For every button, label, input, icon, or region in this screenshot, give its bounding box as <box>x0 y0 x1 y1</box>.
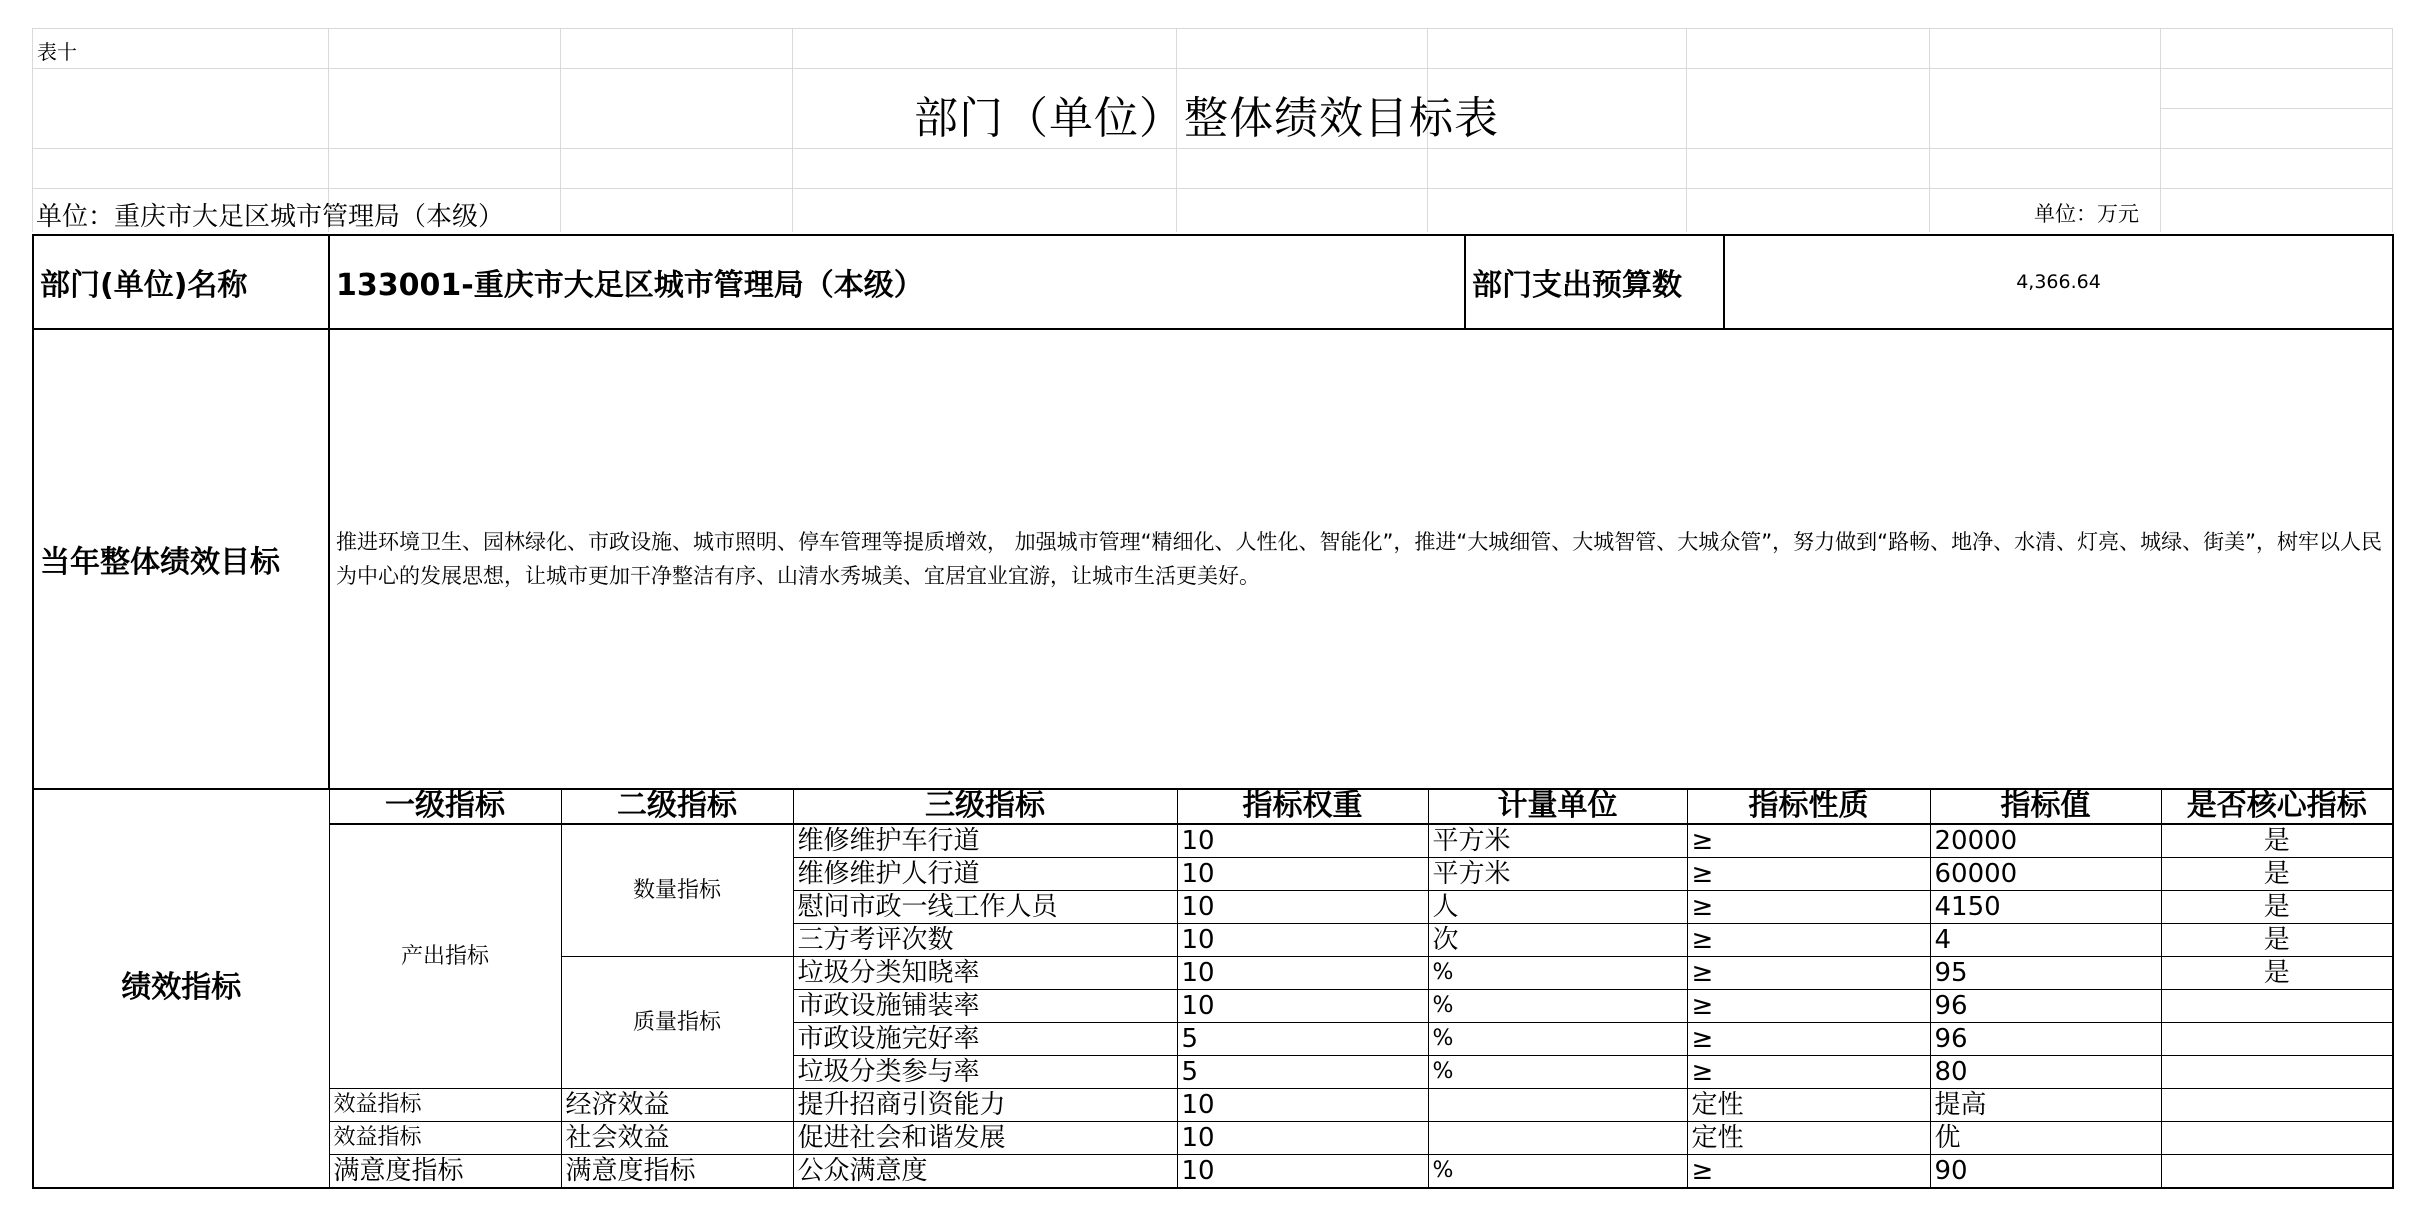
group-quality: 质量指标 <box>561 957 793 1089</box>
cell-l3: 提升招商引资能力 <box>793 1089 1177 1122</box>
goal-label: 当年整体绩效目标 <box>33 329 329 789</box>
cell-value: 优 <box>1930 1122 2161 1155</box>
cell-l3: 市政设施完好率 <box>793 1023 1177 1056</box>
cell-l3: 市政设施铺装率 <box>793 990 1177 1023</box>
cell-value: 80 <box>1930 1056 2161 1089</box>
cell-unit: % <box>1428 990 1687 1023</box>
cell-core <box>2161 1089 2393 1122</box>
cell-l3: 三方考评次数 <box>793 924 1177 957</box>
cell-l2: 经济效益 <box>561 1089 793 1122</box>
cell-weight: 10 <box>1177 1089 1428 1122</box>
col-header-value: 指标值 <box>1930 789 2161 825</box>
page-title: 部门（单位）整体绩效目标表 <box>914 93 1499 144</box>
cell-l1: 效益指标 <box>329 1089 561 1122</box>
cell-value: 提高 <box>1930 1089 2161 1122</box>
col-header-l3: 三级指标 <box>793 789 1177 825</box>
cell-nature: ≥ <box>1687 957 1930 990</box>
dept-name-label: 部门(单位)名称 <box>33 235 329 329</box>
table-row <box>33 1155 2393 1189</box>
group-quantity: 数量指标 <box>561 824 793 957</box>
cell-value: 96 <box>1930 1023 2161 1056</box>
sheet-tag: 表十 <box>37 40 77 64</box>
col-header-weight: 指标权重 <box>1177 789 1428 825</box>
cell-unit: % <box>1428 1023 1687 1056</box>
cell-nature: ≥ <box>1687 1056 1930 1089</box>
cell-l3: 维修维护人行道 <box>793 858 1177 891</box>
cell-l2: 社会效益 <box>561 1122 793 1155</box>
cell-value: 60000 <box>1930 858 2161 891</box>
header-table <box>32 234 2394 790</box>
performance-indicator-label: 绩效指标 <box>33 789 329 1189</box>
cell-core: 是 <box>2161 891 2393 924</box>
table-row <box>33 1122 2393 1155</box>
cell-weight: 10 <box>1177 858 1428 891</box>
cell-unit <box>1428 1089 1687 1122</box>
cell-weight: 10 <box>1177 824 1428 858</box>
cell-weight: 10 <box>1177 924 1428 957</box>
cell-nature: ≥ <box>1687 990 1930 1023</box>
cell-l1: 满意度指标 <box>329 1155 561 1189</box>
dept-name-value: 133001-重庆市大足区城市管理局（本级） <box>329 235 1465 329</box>
cell-weight: 10 <box>1177 1155 1428 1189</box>
cell-unit: 平方米 <box>1428 858 1687 891</box>
cell-core <box>2161 1155 2393 1189</box>
cell-unit: 人 <box>1428 891 1687 924</box>
cell-core <box>2161 1122 2393 1155</box>
cell-weight: 5 <box>1177 1023 1428 1056</box>
cell-nature: ≥ <box>1687 891 1930 924</box>
col-header-core: 是否核心指标 <box>2161 789 2393 825</box>
cell-weight: 10 <box>1177 990 1428 1023</box>
cell-core: 是 <box>2161 824 2393 858</box>
col-header-l2: 二级指标 <box>561 789 793 825</box>
budget-label: 部门支出预算数 <box>1465 235 1724 329</box>
cell-nature: 定性 <box>1687 1122 1930 1155</box>
cell-nature: ≥ <box>1687 1155 1930 1189</box>
cell-core <box>2161 990 2393 1023</box>
cell-l3: 慰问市政一线工作人员 <box>793 891 1177 924</box>
cell-weight: 5 <box>1177 1056 1428 1089</box>
table-row <box>33 1089 2393 1122</box>
cell-l3: 垃圾分类知晓率 <box>793 957 1177 990</box>
cell-weight: 10 <box>1177 957 1428 990</box>
cell-value: 20000 <box>1930 824 2161 858</box>
cell-l2: 满意度指标 <box>561 1155 793 1189</box>
cell-core: 是 <box>2161 957 2393 990</box>
group-output: 产出指标 <box>329 824 561 1089</box>
cell-l3: 促进社会和谐发展 <box>793 1122 1177 1155</box>
unit-label: 单位：重庆市大足区城市管理局（本级） <box>36 202 505 232</box>
cell-core <box>2161 1023 2393 1056</box>
table-row <box>33 824 2393 858</box>
cell-nature: ≥ <box>1687 924 1930 957</box>
indicator-header-row <box>33 789 2393 825</box>
cell-unit <box>1428 1122 1687 1155</box>
cell-nature: ≥ <box>1687 1023 1930 1056</box>
indicator-table <box>32 788 2394 1189</box>
col-header-l1: 一级指标 <box>329 789 561 825</box>
cell-unit: % <box>1428 1056 1687 1089</box>
cell-weight: 10 <box>1177 1122 1428 1155</box>
cell-value: 96 <box>1930 990 2161 1023</box>
cell-value: 90 <box>1930 1155 2161 1189</box>
money-unit-label: 单位：万元 <box>2034 202 2139 226</box>
cell-l3: 公众满意度 <box>793 1155 1177 1189</box>
cell-value: 4 <box>1930 924 2161 957</box>
cell-core <box>2161 1056 2393 1089</box>
cell-unit: 平方米 <box>1428 824 1687 858</box>
cell-l3: 维修维护车行道 <box>793 824 1177 858</box>
cell-unit: % <box>1428 1155 1687 1189</box>
cell-value: 95 <box>1930 957 2161 990</box>
cell-unit: % <box>1428 957 1687 990</box>
cell-l1: 效益指标 <box>329 1122 561 1155</box>
cell-l3: 垃圾分类参与率 <box>793 1056 1177 1089</box>
col-header-nature: 指标性质 <box>1687 789 1930 825</box>
cell-nature: ≥ <box>1687 858 1930 891</box>
goal-text: 推进环境卫生、园林绿化、市政设施、城市照明、停车管理等提质增效， 加强城市管理“精细化、人性化、智能化”，推进“大城细管、大城智管、大城众管”，努力做到“路畅、地净、水清、灯亮、城绿、街美”，树牢以人民为中心的发展思想，让城市更加干净整洁有序、山清水秀城美、宜居宜业宜游，让城市生活更美好。 <box>329 329 2393 789</box>
budget-value: 4,366.64 <box>1724 235 2393 329</box>
cell-nature: 定性 <box>1687 1089 1930 1122</box>
col-header-unit: 计量单位 <box>1428 789 1687 825</box>
cell-weight: 10 <box>1177 891 1428 924</box>
cell-nature: ≥ <box>1687 824 1930 858</box>
cell-value: 4150 <box>1930 891 2161 924</box>
cell-unit: 次 <box>1428 924 1687 957</box>
cell-core: 是 <box>2161 924 2393 957</box>
cell-core: 是 <box>2161 858 2393 891</box>
